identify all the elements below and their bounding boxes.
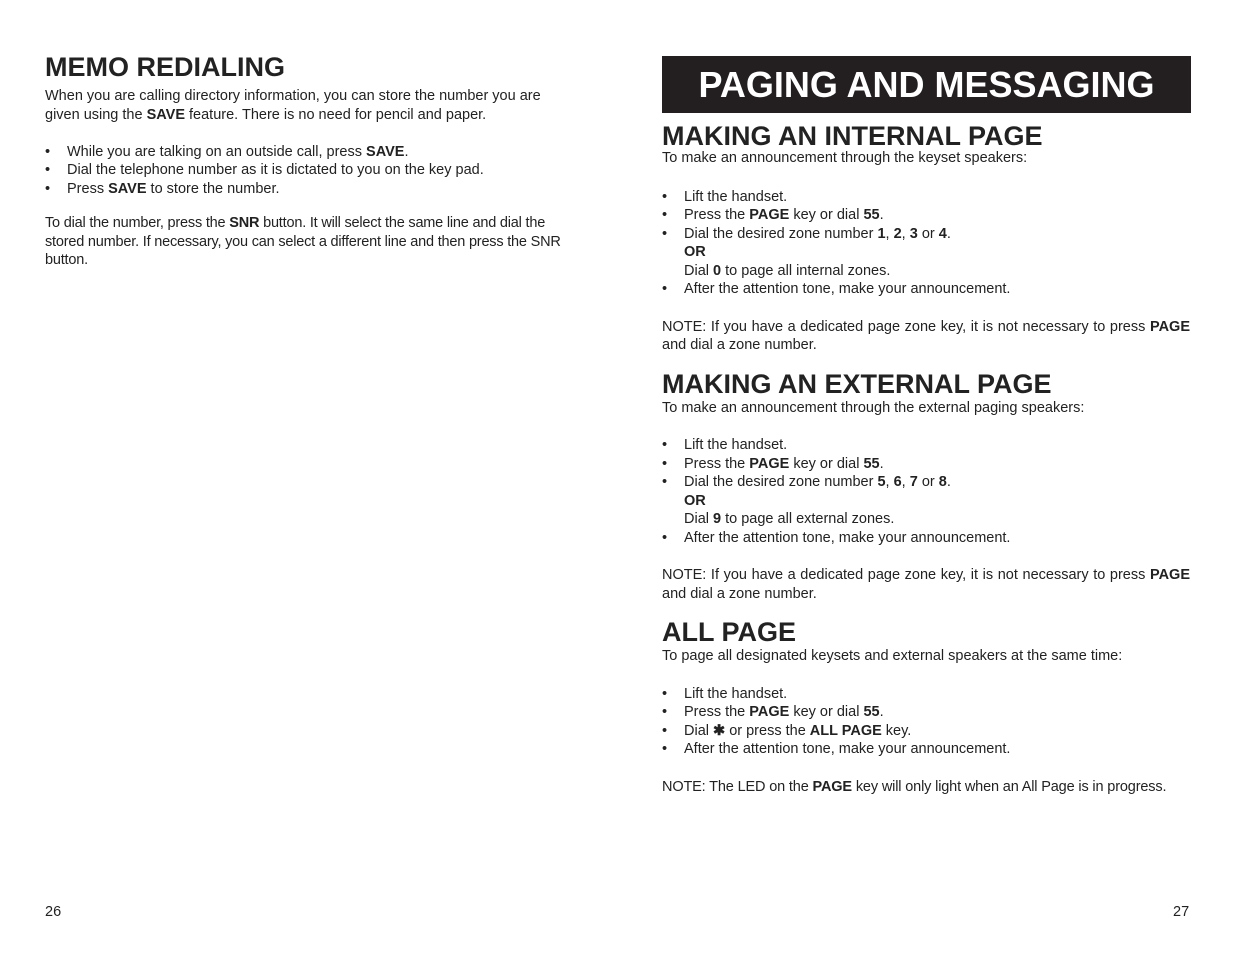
allpage-intro: To page all designated keysets and external speakers at the same time: <box>662 648 1123 664</box>
list-item: • After the attention tone, make your announcement. <box>662 529 1190 548</box>
alt-instruction: Dial 9 to page all external zones. <box>684 511 895 527</box>
memo-redialing-heading: MEMO REDIALING <box>45 52 285 82</box>
internal-steps <box>662 188 1190 299</box>
list-item: • Dial the desired zone number 5, 6, 7 or 8. <box>662 473 1190 492</box>
external-note: NOTE: If you have a dedicated page zone key, it is not necessary to press PAGE and dial a zone number. <box>662 567 1190 602</box>
chapter-banner: PAGING AND MESSAGING <box>662 56 1191 113</box>
list-item: • Press the PAGE key or dial 55. <box>662 455 1190 474</box>
list-item: • Dial ✱ or press the ALL PAGE key. <box>662 722 1190 741</box>
external-intro: To make an announcement through the external paging speakers: <box>662 399 1085 416</box>
list-item: • Dial the telephone number as it is dictated to you on the key pad. <box>45 161 575 180</box>
list-item: • After the attention tone, make your announcement. <box>662 280 1190 299</box>
or-label: OR <box>684 492 706 509</box>
internal-note: NOTE: If you have a dedicated page zone key, it is not necessary to press PAGE and dial a zone number. <box>662 318 1190 353</box>
alt-instruction: Dial 0 to page all internal zones. <box>684 262 891 279</box>
internal-intro: To make an announcement through the keyset speakers: <box>662 150 1028 166</box>
list-item: • Lift the handset. <box>662 685 1190 704</box>
list-item: • While you are talking on an outside call, press SAVE. <box>45 143 575 162</box>
list-item: • Press the PAGE key or dial 55. <box>662 703 1190 722</box>
page-number-left: 26 <box>45 904 62 920</box>
allpage-steps <box>662 685 1190 759</box>
list-item: • Dial the desired zone number 1, 2, 3 or 4. <box>662 225 1190 244</box>
list-item: • After the attention tone, make your announcement. <box>662 740 1190 759</box>
right-page <box>662 0 1190 954</box>
star-key-icon: ✱ <box>713 722 726 739</box>
external-steps <box>662 436 1190 547</box>
external-page-heading: MAKING AN EXTERNAL PAGE <box>662 368 1052 399</box>
page-number-right: 27 <box>1173 904 1190 920</box>
memo-outro: To dial the number, press the SNR button. It will select the same line and dial the stored number. If necessary, you can select a different line and then press the SNR button. <box>45 215 561 268</box>
list-item: • Lift the handset. <box>662 188 1190 207</box>
internal-page-heading: MAKING AN INTERNAL PAGE <box>662 121 1043 151</box>
allpage-note: NOTE: The LED on the PAGE key will only light when an All Page is in progress. <box>662 778 1167 795</box>
memo-intro: When you are calling directory information, you can store the number you are given using the SAVE feature. There is no need for pencil and paper. <box>45 88 541 123</box>
memo-steps <box>45 143 575 199</box>
all-page-heading: ALL PAGE <box>662 617 797 647</box>
or-label: OR <box>684 244 706 260</box>
list-item: • Press the PAGE key or dial 55. <box>662 206 1190 225</box>
list-item: • Press SAVE to store the number. <box>45 180 575 199</box>
left-page <box>45 0 575 954</box>
list-item: • Lift the handset. <box>662 436 1190 455</box>
